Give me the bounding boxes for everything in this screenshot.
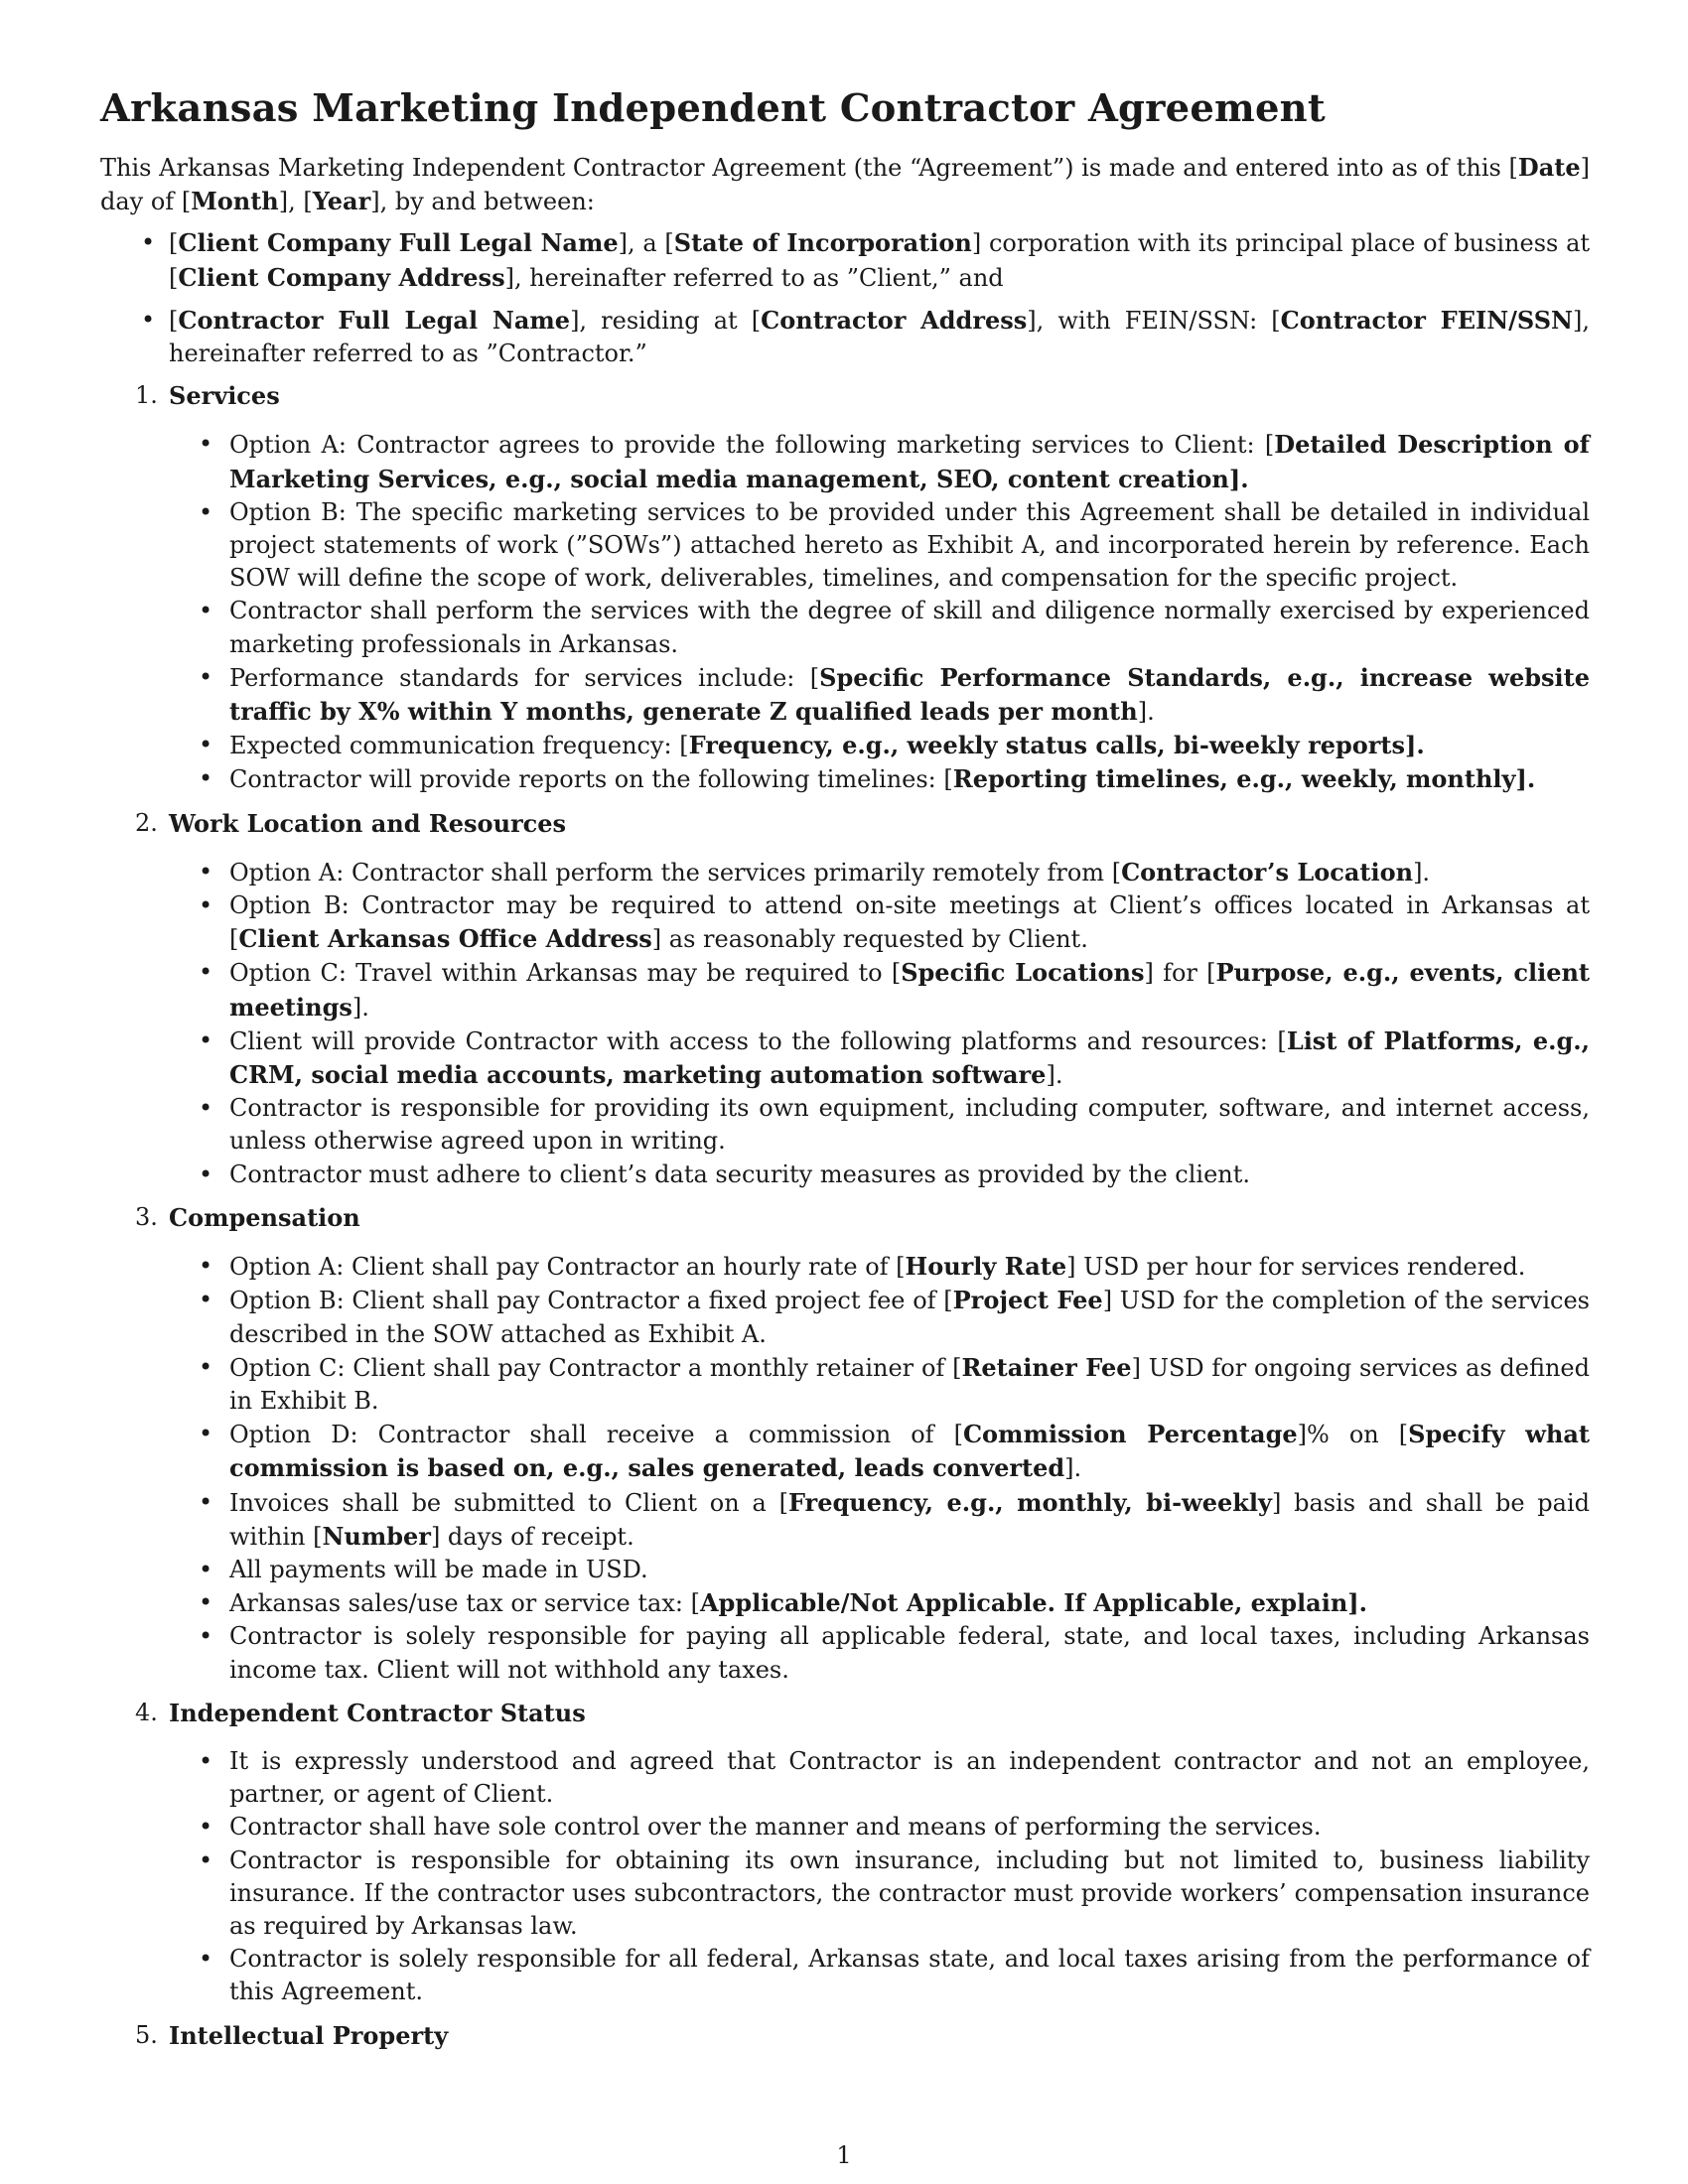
list-item bbox=[169, 1844, 1590, 1944]
contractor-address-placeholder: Contractor Address bbox=[761, 305, 1028, 335]
placeholder-text: Purpose, e.g., events, client meetings bbox=[229, 958, 1591, 1022]
section bbox=[100, 1201, 1590, 1687]
placeholder-text: Frequency, e.g., weekly status calls, bi-weekly reports]. bbox=[688, 731, 1425, 760]
intro-text: This Arkansas Marketing Independent Contractor Agreement (the “Agreement”) is made and entered into as of this [ bbox=[100, 154, 1518, 182]
list-item bbox=[169, 661, 1590, 729]
item-text: Option A: Contractor shall perform the services primarily remotely from [ bbox=[229, 858, 1122, 887]
intro-text: ] day of [ bbox=[100, 154, 1590, 216]
list-item bbox=[169, 1159, 1590, 1191]
year-placeholder: Year bbox=[312, 187, 371, 216]
section-number: 4. bbox=[135, 1698, 158, 1726]
list-item bbox=[169, 1351, 1590, 1418]
item-text: Contractor shall perform the services with the degree of skill and diligence normally exercised by experienced marketing professionals in Arkansas. bbox=[229, 597, 1590, 658]
list-item bbox=[169, 1024, 1590, 1092]
placeholder-text: Specify what commission is based on, e.g., sales generated, leads converted bbox=[229, 1420, 1590, 1483]
item-text: ]. bbox=[1137, 698, 1155, 727]
month-placeholder: Month bbox=[191, 187, 279, 216]
placeholder-text: Number bbox=[322, 1521, 431, 1551]
item-text: ]. bbox=[1413, 858, 1431, 887]
item-text: Option B: The specific marketing services to be provided under this Agreement shall be detailed in individual project statements of work (”SOWs”) attached hereto as Exhibit A, and incorporated herein by reference. Each SOW will define the scope of work, deliverables, timelines, and compensation for the specific project. bbox=[229, 497, 1590, 593]
section-heading bbox=[135, 379, 1590, 412]
document-body bbox=[100, 85, 1590, 2062]
placeholder-text: Frequency, e.g., monthly, bi-weekly bbox=[787, 1487, 1272, 1517]
section-items bbox=[169, 1250, 1590, 1687]
list-item bbox=[169, 428, 1590, 495]
item-text: Arkansas sales/use tax or service tax: [ bbox=[229, 1589, 700, 1618]
item-text: Contractor must adhere to client’s data security measures as provided by the client. bbox=[229, 1160, 1251, 1188]
section-title: Independent Contractor Status bbox=[169, 1698, 586, 1727]
item-text: Option D: Contractor shall receive a commission of [ bbox=[229, 1421, 963, 1449]
item-text: Option C: Client shall pay Contractor a monthly retainer of [ bbox=[229, 1353, 962, 1382]
intro-paragraph bbox=[100, 151, 1590, 218]
party-text: [ bbox=[169, 306, 179, 335]
item-text: ] days of receipt. bbox=[430, 1522, 634, 1551]
list-item bbox=[169, 1250, 1590, 1284]
section bbox=[100, 2019, 1590, 2052]
date-placeholder: Date bbox=[1517, 153, 1581, 182]
item-text: Option B: Contractor may be required to attend on-site meetings at Client’s offices located in Arkansas at [ bbox=[229, 891, 1590, 954]
section-items bbox=[169, 428, 1590, 796]
placeholder-text: List of Platforms, e.g., CRM, social media accounts, marketing automation software bbox=[229, 1025, 1591, 1090]
list-item bbox=[169, 1586, 1590, 1620]
item-text: ] USD for the completion of the services described in the SOW attached as Exhibit A. bbox=[229, 1287, 1590, 1348]
list-item bbox=[169, 595, 1590, 660]
section bbox=[100, 1697, 1590, 2009]
party-text: ], hereinafter referred to as ”Client,” and bbox=[504, 263, 1004, 292]
item-text: ]. bbox=[352, 993, 369, 1022]
item-text: ] USD per hour for services rendered. bbox=[1066, 1253, 1526, 1282]
party-contractor bbox=[100, 304, 1590, 370]
section-number: 1. bbox=[135, 381, 158, 410]
section bbox=[100, 379, 1590, 796]
section-items bbox=[169, 856, 1590, 1191]
list-item bbox=[169, 1745, 1590, 1811]
placeholder-text: Client Arkansas Office Address bbox=[238, 924, 652, 954]
item-text: Expected communication frequency: [ bbox=[229, 732, 689, 760]
list-item bbox=[169, 889, 1590, 956]
parties-list bbox=[100, 226, 1590, 370]
list-item bbox=[169, 1620, 1590, 1686]
client-name-placeholder: Client Company Full Legal Name bbox=[178, 228, 619, 258]
section-heading bbox=[135, 807, 1590, 840]
intro-text: ], by and between: bbox=[370, 188, 595, 216]
list-item bbox=[169, 729, 1590, 762]
section-title: Services bbox=[169, 381, 280, 411]
party-text: ], with FEIN/SSN: [ bbox=[1027, 306, 1281, 335]
section-heading bbox=[135, 1697, 1590, 1729]
item-text: Contractor shall have sole control over the manner and means of performing the services. bbox=[229, 1813, 1322, 1842]
page-number: 1 bbox=[836, 2141, 852, 2169]
list-item bbox=[169, 1486, 1590, 1554]
item-text: It is expressly understood and agreed that Contractor is an independent contractor and not an employee, partner, or agent of Client. bbox=[229, 1746, 1590, 1809]
client-address-placeholder: Client Company Address bbox=[178, 262, 505, 292]
document-title: Arkansas Marketing Independent Contractor Agreement bbox=[100, 86, 1326, 131]
item-text: Contractor will provide reports on the following timelines: [ bbox=[229, 765, 953, 794]
placeholder-text: Reporting timelines, e.g., weekly, monthly]. bbox=[952, 764, 1536, 794]
item-text: Contractor is responsible for providing its own equipment, including computer, software, and internet access, unless otherwise agreed upon in writing. bbox=[229, 1094, 1590, 1156]
item-text: Contractor is solely responsible for paying all applicable federal, state, and local taxes, including Arkansas income tax. Client will not withhold any taxes. bbox=[229, 1622, 1590, 1684]
item-text: Contractor is solely responsible for all federal, Arkansas state, and local taxes arising from the performance of this Agreement. bbox=[229, 1945, 1590, 2006]
item-text: Contractor is responsible for obtaining its own insurance, including but not limited to, business liability insurance. If the contractor uses subcontractors, the contractor must provide workers’ compensation insurance as required by Arkansas law. bbox=[229, 1845, 1590, 1940]
item-text: ]% on [ bbox=[1297, 1421, 1409, 1449]
section bbox=[100, 807, 1590, 1191]
list-item bbox=[169, 1811, 1590, 1843]
placeholder-text: Specific Locations bbox=[901, 958, 1145, 988]
section-number: 2. bbox=[135, 808, 158, 837]
party-text: ] corporation with its principal place of business at [ bbox=[169, 229, 1591, 292]
section-items bbox=[169, 1745, 1590, 2009]
item-text: ]. bbox=[1046, 1061, 1063, 1090]
item-text: Option C: Travel within Arkansas may be required to [ bbox=[229, 959, 902, 988]
contractor-name-placeholder: Contractor Full Legal Name bbox=[178, 305, 571, 335]
item-text: Invoices shall be submitted to Client on a [ bbox=[229, 1488, 788, 1517]
party-client bbox=[100, 226, 1590, 294]
section-number: 3. bbox=[135, 1202, 158, 1231]
placeholder-text: Detailed Description of Marketing Services, e.g., social media management, SEO, content creation]. bbox=[229, 430, 1590, 493]
list-item bbox=[169, 856, 1590, 889]
placeholder-text: Contractor’s Location bbox=[1121, 857, 1414, 887]
item-text: Client will provide Contractor with access to the following platforms and resources: [ bbox=[229, 1026, 1287, 1055]
section-title: Intellectual Property bbox=[169, 2020, 449, 2050]
list-item bbox=[169, 496, 1590, 596]
item-text: Option A: Client shall pay Contractor an hourly rate of [ bbox=[229, 1253, 906, 1282]
placeholder-text: Project Fee bbox=[952, 1286, 1103, 1315]
list-item bbox=[169, 1418, 1590, 1485]
list-item bbox=[169, 1554, 1590, 1586]
item-text: ] USD for ongoing services as defined in Exhibit B. bbox=[229, 1353, 1590, 1415]
placeholder-text: Applicable/Not Applicable. If Applicable, explain]. bbox=[699, 1588, 1367, 1618]
list-item bbox=[169, 1943, 1590, 2008]
list-item bbox=[169, 956, 1590, 1024]
item-text: Option B: Client shall pay Contractor a fixed project fee of [ bbox=[229, 1287, 953, 1315]
placeholder-text: Commission Percentage bbox=[962, 1420, 1298, 1449]
section-title: Work Location and Resources bbox=[169, 808, 567, 838]
item-text: ] for [ bbox=[1144, 959, 1216, 988]
party-text: ], residing at [ bbox=[570, 306, 762, 335]
list-item bbox=[169, 1092, 1590, 1158]
placeholder-text: Hourly Rate bbox=[905, 1252, 1067, 1282]
list-item bbox=[169, 1284, 1590, 1350]
item-text: ]. bbox=[1064, 1454, 1082, 1483]
intro-text: ], [ bbox=[278, 188, 313, 216]
placeholder-text: Retainer Fee bbox=[961, 1352, 1132, 1382]
item-text: ] basis and shall be paid within [ bbox=[229, 1488, 1591, 1551]
section-heading bbox=[135, 1201, 1590, 1234]
item-text: ] as reasonably requested by Client. bbox=[651, 925, 1088, 954]
section-number: 5. bbox=[135, 2020, 158, 2049]
item-text: Option A: Contractor agrees to provide the following marketing services to Client: [ bbox=[229, 431, 1275, 460]
item-text: All payments will be made in USD. bbox=[229, 1555, 648, 1583]
state-placeholder: State of Incorporation bbox=[673, 228, 972, 258]
placeholder-text: Specific Performance Standards, e.g., increase website traffic by X% within Y months, generate Z qualified leads per month bbox=[229, 662, 1590, 727]
section-title: Compensation bbox=[169, 1202, 360, 1232]
item-text: Performance standards for services include: [ bbox=[229, 663, 820, 692]
party-text: ], a [ bbox=[618, 229, 674, 258]
sections-list bbox=[100, 379, 1590, 2052]
section-heading bbox=[135, 2019, 1590, 2052]
party-text: [ bbox=[169, 229, 179, 258]
party-text: ], hereinafter referred to as ”Contractor.” bbox=[169, 306, 1590, 368]
contractor-fein-placeholder: Contractor FEIN/SSN bbox=[1280, 305, 1573, 335]
list-item bbox=[169, 762, 1590, 796]
